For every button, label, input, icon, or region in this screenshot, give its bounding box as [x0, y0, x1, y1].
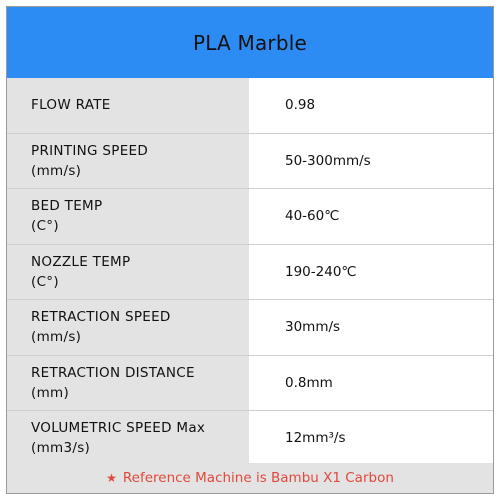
- row-label: [7, 78, 249, 133]
- footer-note: [7, 463, 493, 493]
- table-row: [7, 411, 493, 467]
- row-label-line2: (C°): [31, 273, 59, 290]
- row-value-text: 50-300mm/s: [285, 152, 371, 169]
- row-label-line2: (C°): [31, 218, 59, 235]
- row-label-line1: RETRACTION DISTANCE: [31, 364, 195, 381]
- filament-spec-card: [6, 6, 494, 494]
- row-value-text: 30mm/s: [285, 319, 341, 336]
- row-value-text: 0.98: [285, 97, 316, 114]
- row-label-line1: NOZZLE TEMP: [31, 253, 131, 270]
- table-row: [7, 134, 493, 190]
- row-label: [7, 134, 249, 189]
- row-label: [7, 189, 249, 244]
- row-value-text: 0.8mm: [285, 374, 333, 391]
- row-label: [7, 356, 249, 411]
- row-value: [249, 78, 493, 133]
- table-row: [7, 189, 493, 245]
- row-label-line2: (mm3/s): [31, 440, 91, 457]
- footer-text: Reference Machine is Bambu X1 Carbon: [122, 470, 394, 486]
- row-label-line1: VOLUMETRIC SPEED Max: [31, 420, 206, 437]
- row-value: [249, 189, 493, 244]
- row-value-text: 190-240℃: [285, 263, 357, 280]
- row-value: [249, 134, 493, 189]
- row-label: [7, 411, 249, 466]
- row-label-line1: RETRACTION SPEED: [31, 309, 171, 326]
- row-label-line1: FLOW RATE: [31, 97, 111, 114]
- row-label-line2: (mm/s): [31, 162, 82, 179]
- row-label: [7, 245, 249, 300]
- spec-table: [7, 78, 493, 467]
- row-value-text: 40-60℃: [285, 208, 340, 225]
- row-label-line1: PRINTING SPEED: [31, 142, 149, 159]
- row-label-line2: (mm/s): [31, 329, 82, 346]
- table-row: [7, 356, 493, 412]
- row-value: [249, 245, 493, 300]
- table-row: [7, 245, 493, 301]
- table-row: [7, 300, 493, 356]
- row-value: [249, 356, 493, 411]
- star-icon: ★: [106, 471, 117, 485]
- row-label: [7, 300, 249, 355]
- page-title: PLA Marble: [193, 30, 307, 55]
- row-value: [249, 300, 493, 355]
- row-label-line1: BED TEMP: [31, 198, 103, 215]
- row-value: [249, 411, 493, 466]
- row-label-line2: (mm): [31, 384, 70, 401]
- table-row: [7, 78, 493, 134]
- header-bar: [7, 7, 493, 78]
- row-value-text: 12mm³/s: [285, 430, 346, 447]
